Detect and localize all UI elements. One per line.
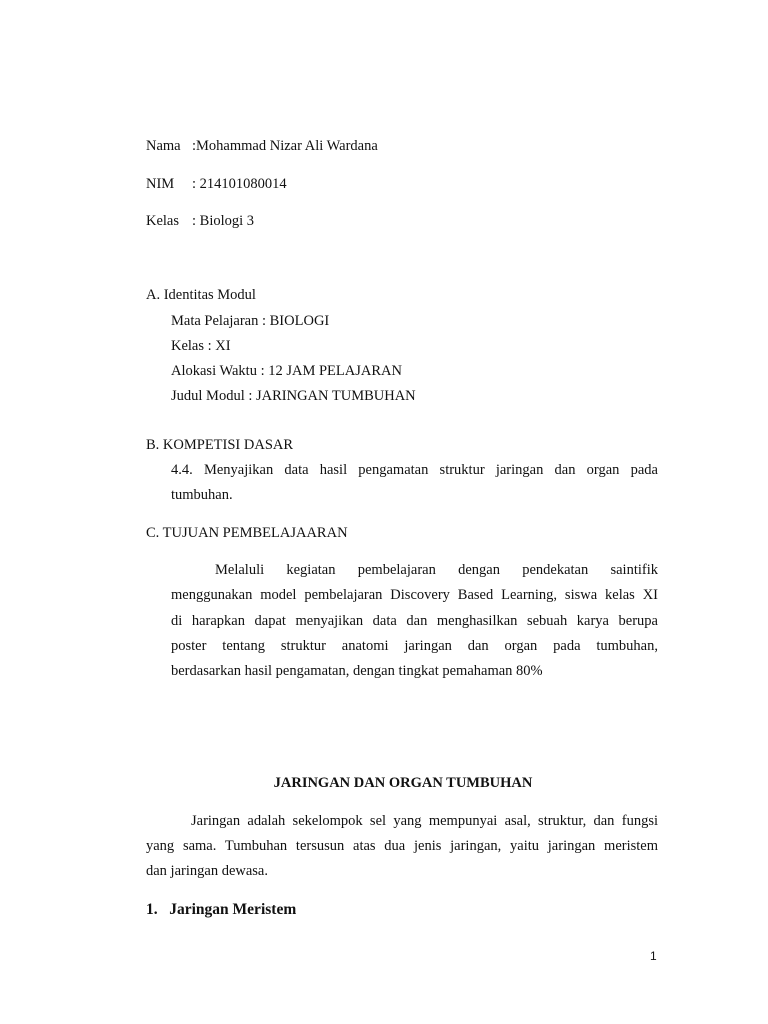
name-value: :Mohammad Nizar Ali Wardana bbox=[192, 138, 378, 154]
section-b-line: tumbuhan. bbox=[171, 487, 233, 503]
section-c-heading: C. TUJUAN PEMBELAJAARAN bbox=[146, 525, 348, 541]
section-a-heading: A. Identitas Modul bbox=[146, 287, 256, 303]
main-paragraph-line: dan jaringan dewasa. bbox=[146, 863, 268, 879]
section-b-line: 4.4. Menyajikan data hasil pengamatan struktur jaringan dan organ pada bbox=[171, 462, 658, 478]
kelas-row bbox=[146, 212, 254, 230]
nim-label: NIM bbox=[146, 176, 175, 192]
kelas-value: : Biologi 3 bbox=[192, 213, 255, 229]
kelas-label: Kelas bbox=[146, 213, 180, 229]
nim-value: : 214101080014 bbox=[192, 176, 287, 192]
main-title: JARINGAN DAN ORGAN TUMBUHAN bbox=[273, 775, 533, 791]
section-c-line: berdasarkan hasil pengamatan, dengan tingkat pemahaman 80% bbox=[171, 663, 543, 679]
section-c-line: menggunakan model pembelajaran Discovery Based Learning, siswa kelas XI bbox=[171, 587, 658, 603]
section-b-heading: B. KOMPETISI DASAR bbox=[146, 437, 294, 453]
section-c-line: di harapkan dapat menyajikan data dan menghasilkan sebuah karya berupa bbox=[171, 613, 658, 629]
main-paragraph-line: yang sama. Tumbuhan tersusun atas dua jenis jaringan, yaitu jaringan meristem bbox=[146, 838, 658, 854]
section-a-line: Judul Modul : JARINGAN TUMBUHAN bbox=[171, 388, 416, 404]
section-subheading: 1. Jaringan Meristem bbox=[146, 901, 297, 918]
section-a-line: Kelas : XI bbox=[171, 338, 231, 354]
page-number: 1 bbox=[650, 949, 657, 963]
section-c-line: poster tentang struktur anatomi jaringan dan organ pada tumbuhan, bbox=[171, 638, 658, 654]
section-c-line: Melaluli kegiatan pembelajaran dengan pendekatan saintifik bbox=[215, 562, 658, 578]
nim-row bbox=[146, 175, 287, 193]
name-label: Nama bbox=[146, 138, 181, 154]
section-a-line: Mata Pelajaran : BIOLOGI bbox=[171, 313, 330, 329]
main-paragraph-line: Jaringan adalah sekelompok sel yang mempunyai asal, struktur, dan fungsi bbox=[191, 813, 658, 829]
name-row bbox=[146, 137, 378, 155]
section-a-line: Alokasi Waktu : 12 JAM PELAJARAN bbox=[171, 363, 402, 379]
